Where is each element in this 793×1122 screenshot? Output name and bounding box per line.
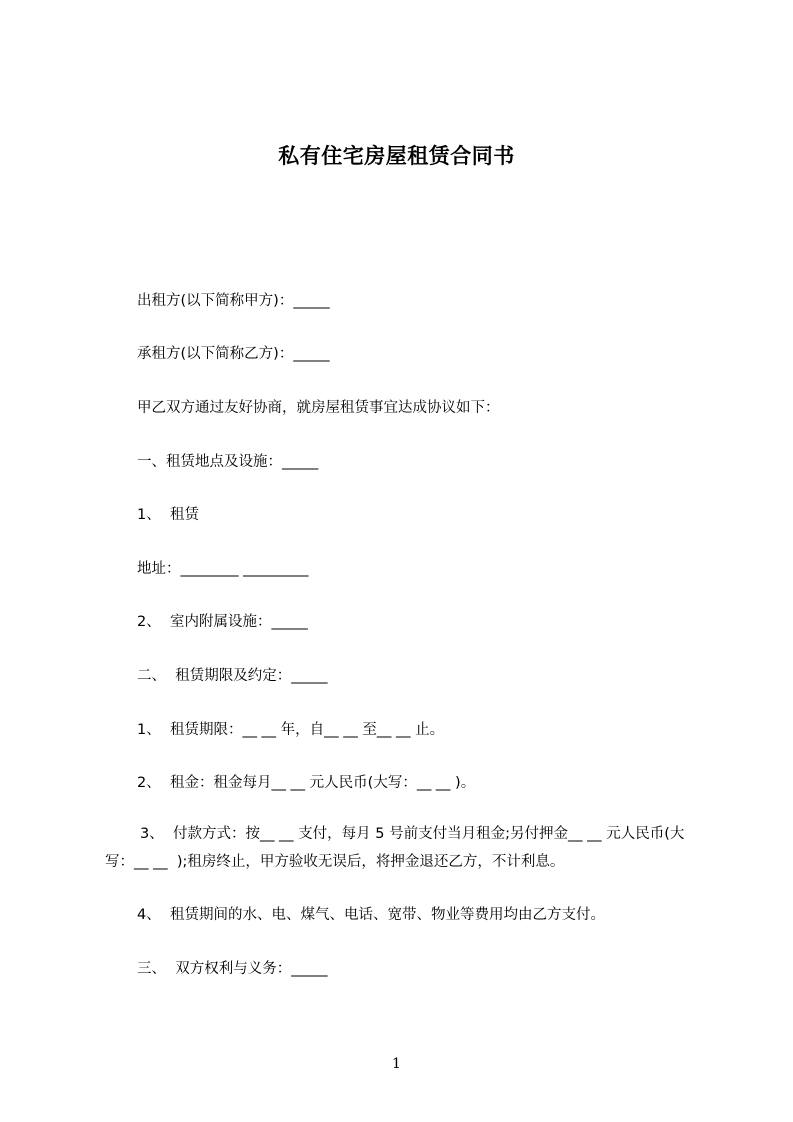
- section-2-item-3: [105, 820, 701, 876]
- section-2-item-2: 2、 租金：租金每月__ __ 元人民币(大写：__ __ )。: [137, 775, 476, 791]
- section-2-item-1: 1、 租赁期限：__ __ 年，自__ __ 至__ __ 止。: [137, 722, 445, 738]
- lessee-line: 承租方(以下简称乙方)：_____: [137, 346, 330, 362]
- section-1-address: 地址：________ _________: [137, 561, 309, 577]
- section-3-heading: 三、 双方权利与义务：_____: [137, 961, 328, 977]
- lessor-line: 出租方(以下简称甲方)：_____: [137, 293, 330, 309]
- intro-line: 甲乙双方通过友好协商，就房屋租赁事宜达成协议如下：: [137, 400, 500, 416]
- section-2-item-4: 4、 租赁期间的水、电、煤气、电话、宽带、物业等费用均由乙方支付。: [137, 907, 605, 923]
- section-1-item-1: 1、 租赁: [137, 507, 199, 523]
- section-2-heading: 二、 租赁期限及约定：_____: [137, 668, 328, 684]
- section-1-heading: 一、租赁地点及设施：_____: [137, 454, 319, 470]
- section-1-item-2: 2、 室内附属设施：_____: [137, 614, 308, 630]
- page-number: 1: [392, 1056, 401, 1072]
- document-title: 私有住宅房屋租赁合同书: [278, 144, 515, 168]
- section-2-item-3-text: 3、 付款方式：按__ __ 支付，每月 5 号前支付当月租金;另付押金__ __ 元人民币(大写：__ __ );租房终止，甲方验收无误后，将押金退还乙方，不计利息。: [105, 826, 685, 870]
